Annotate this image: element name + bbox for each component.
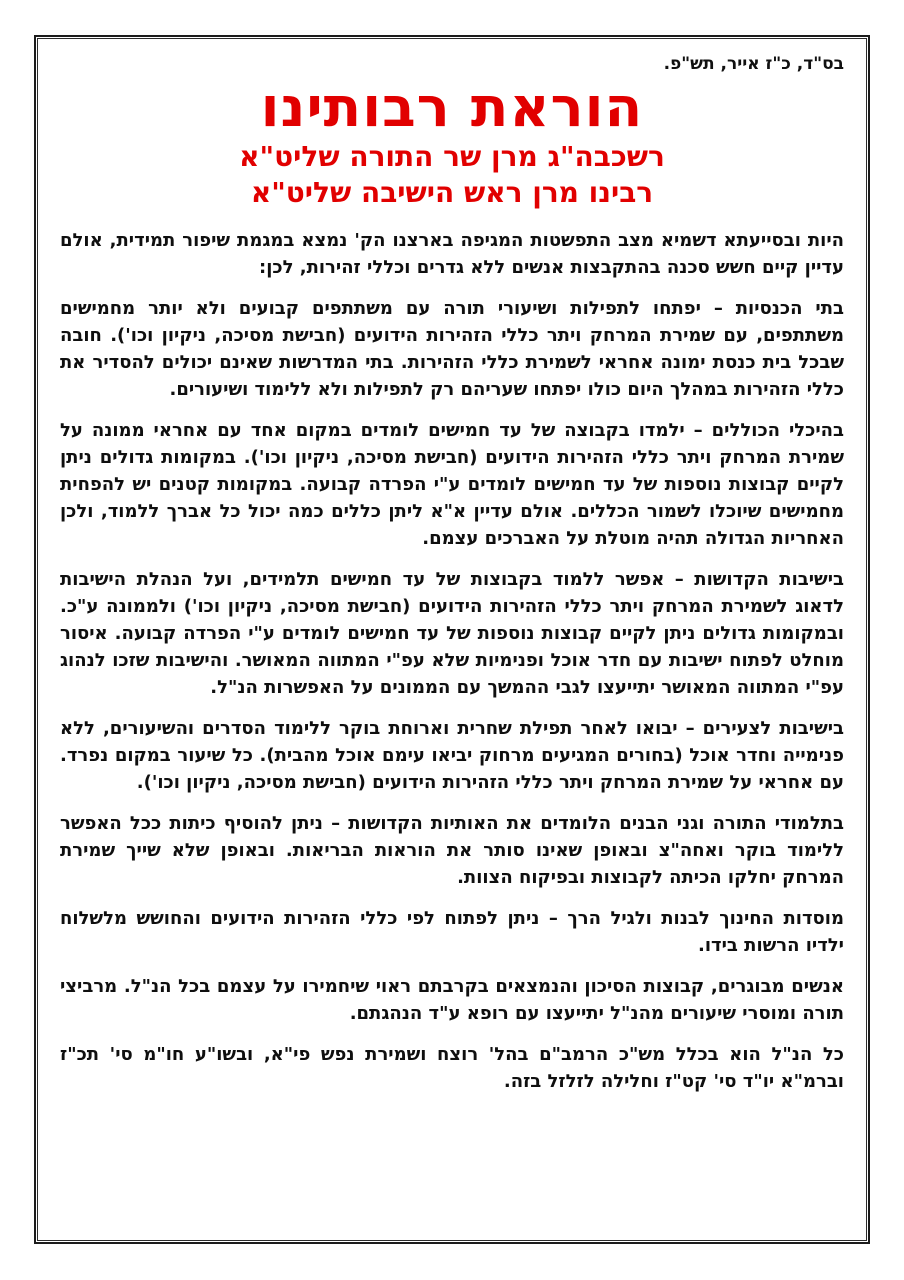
subtitle-line-2: רבינו מרן ראש הישיבה שליט"א: [250, 176, 654, 210]
paragraph-halachic-sources: כל הנ"ל הוא בכלל מש"כ הרמב"ם בהל' רוצח ושמירת נפש פי"א, ובשו"ע חו"מ סי' תכ"ז וברמ"א יו"ד סי' קט"ז וחלילה לזלזל בזה.: [60, 1043, 844, 1092]
paragraph-elderly-risk-groups: אנשים מבוגרים, קבוצות הסיכון והנמצאים בקרבתם ראוי שיחמירו על עצמם בכל הנ"ל. מרביצי תורה ומוסרי שיעורים מהנ"ל יתייעצו עם רופא ע"ד הנהגתם.: [60, 975, 844, 1024]
paragraph-intro: היות ובסייעתא דשמיא מצב התפשטות המגיפה בארצנו הק' נמצא במגמת שיפור תמידית, אולם עדיין קיים חשש סכנה בהתקבצות אנשים ללא גדרים וכללי זהירות, לכן:: [60, 229, 844, 278]
subtitle-line-1: רשכבה"ג מרן שר התורה שליט"א: [239, 140, 665, 174]
document-body: [60, 227, 844, 1095]
dateline: בס"ד, כ"ז אייר, תש"פ.: [663, 54, 844, 74]
paragraph-girls-education: מוסדות החינוך לבנות ולגיל הרך – ניתן לפתוח לפי כללי הזהירות הידועים והחושש מלשלוח ילדיו הרשות בידו.: [60, 907, 844, 956]
paragraph-kollels: בהיכלי הכוללים – ילמדו בקבוצה של עד חמישים לומדים במקום אחד עם אחראי ממונה על שמירת המרחק ויתר כללי הזהירות הידועים (חבישת מסיכה, ניקיון וכו'). במקומות גדולים ניתן לקיים קבוצות נוספות של עד חמישים לומדים ע"י הפרדה קבועה. במקומות קטנים יש להפחית מחמישים שיוכלו לשמור הכללים. אולם עדיין א"א ליתן כללים כמה יכול כל אברך ללמוד, ולכן האחריות הגדולה תהיה מוטלת על האברכים עצמם.: [60, 419, 844, 549]
page-title: הוראת רבותינו: [260, 75, 644, 139]
paragraph-synagogues: בתי הכנסיות – יפתחו לתפילות ושיעורי תורה עם משתתפים קבועים ולא יותר מחמישים משתתפים, עם שמירת המרחק ויתר כללי הזהירות הידועים (חבישת מסיכה, ניקיון וכו'). חובה שבכל בית כנסת ימונה אחראי לשמירת כללי הזהירות. בתי המדרשות שאינם יכולים להסדיר את כללי הזהירות במהלך היום כולו יפתחו שעריהם רק לתפילות ולא ללימוד ושיעורים.: [60, 297, 844, 400]
paragraph-young-yeshivas: בישיבות לצעירים – יבואו לאחר תפילת שחרית וארוחת בוקר ללימוד הסדרים והשיעורים, ללא פנימייה וחדר אוכל (בחורים המגיעים מרחוק יביאו עימם אוכל מהבית). כל שיעור במקום נפרד. עם אחראי על שמירת המרחק ויתר כללי הזהירות הידועים (חבישת מסיכה, ניקיון וכו').: [60, 717, 844, 793]
paragraph-yeshivas: בישיבות הקדושות – אפשר ללמוד בקבוצות של עד חמישים תלמידים, ועל הנהלת הישיבות לדאוג לשמירת המרחק ויתר כללי הזהירות הידועים (חבישת מסיכה, ניקיון וכו') ולממונה ע"כ. ובמקומות גדולים ניתן לקיים קבוצות נוספות של עד חמישים לומדים ע"י הפרדה קבועה. איסור מוחלט לפתוח ישיבות עם חדר אוכל ופנימיות שלא עפ"י המתווה המאושר. והישיבות שזכו לנהוג עפ"י המתווה המאושר יתייעצו לגבי ההמשך עם הממונים על האפשרות הנ"ל.: [60, 568, 844, 698]
paragraph-talmud-torah: בתלמודי התורה וגני הבנים הלומדים את האותיות הקדושות – ניתן להוסיף כיתות ככל האפשר ללימוד בוקר ואחה"צ ובאופן שאינו סותר את הוראות הבריאות. ובאופן שלא שייך שמירת המרחק יחלקו הכיתה לקבוצות ובפיקוח הצוות.: [60, 812, 844, 888]
document-content: [60, 54, 844, 1095]
